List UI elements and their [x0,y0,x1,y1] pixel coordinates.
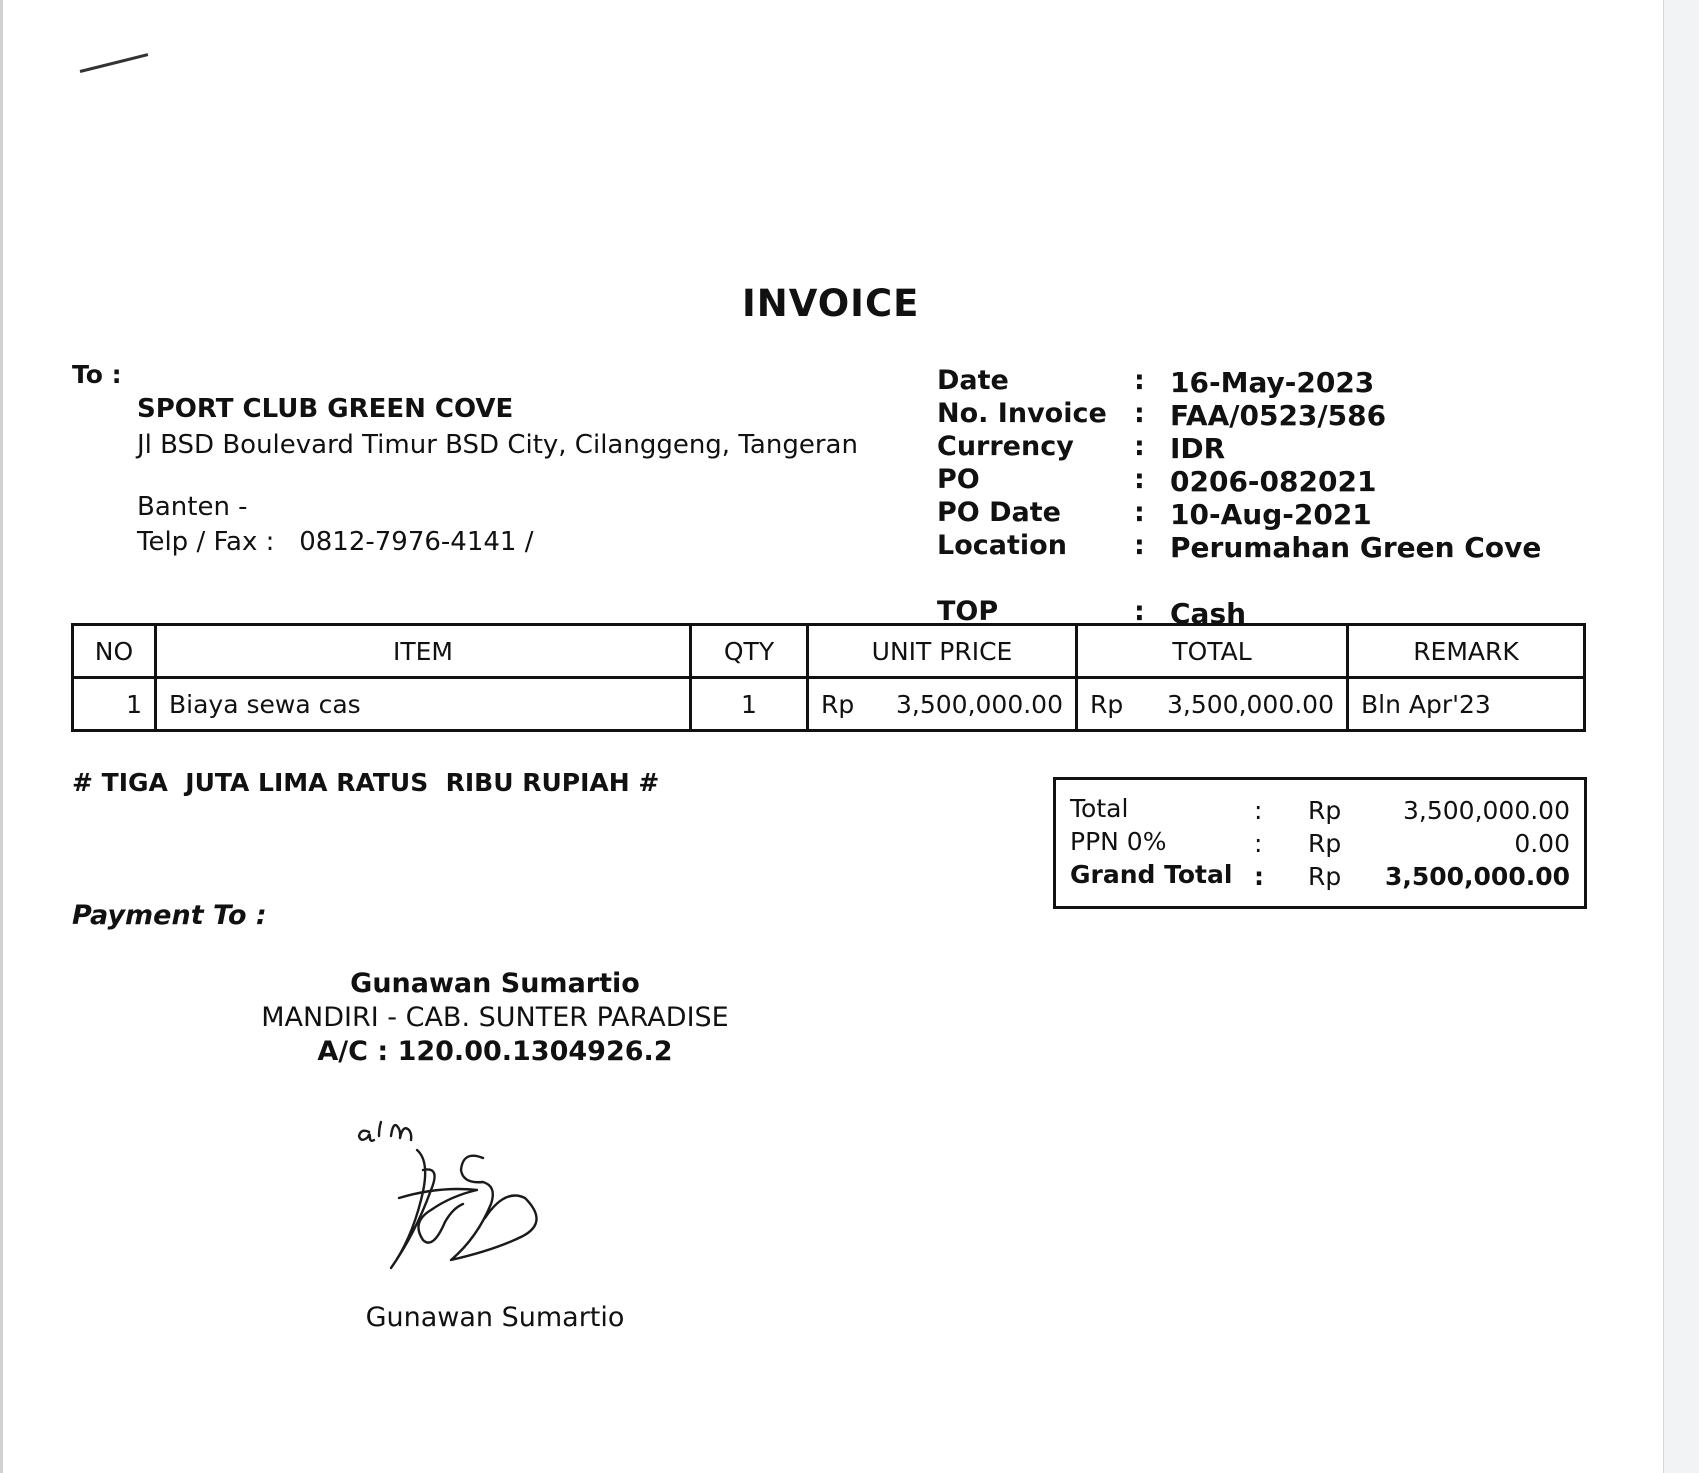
items-table [71,623,1586,732]
meta-po-date-label: PO Date [937,497,1061,528]
header-qty: QTY [691,625,808,678]
totals-total-label: Total [1070,794,1129,823]
totals-ppn-colon: : [1254,829,1263,858]
meta-location-value: Perumahan Green Cove [1170,531,1542,564]
meta-invoice-no-label: No. Invoice [937,398,1107,429]
meta-invoice-no-value: FAA/0523/586 [1170,399,1387,432]
meta-currency-colon: : [1134,431,1145,462]
header-item: ITEM [156,625,691,678]
row-total-cell [1077,678,1348,731]
totals-grand-value: 3,500,000.00 [1384,862,1570,891]
header-unit-price: UNIT PRICE [808,625,1077,678]
scan-right-edge [1664,0,1699,1473]
telp-label: Telp / Fax : [137,527,275,557]
scan-pen-mark [80,53,149,73]
meta-po-label: PO [937,464,980,495]
meta-po-value: 0206-082021 [1170,465,1377,498]
payment-account: A/C : 120.00.1304926.2 [317,1036,673,1067]
row-remark: Bln Apr'23 [1348,678,1585,731]
meta-currency-label: Currency [937,431,1074,462]
totals-ppn-value: 0.00 [1514,829,1570,858]
meta-po-colon: : [1134,464,1145,495]
invoice-title: INVOICE [742,282,920,325]
totals-total-value: 3,500,000.00 [1403,796,1570,825]
meta-date-value: 16-May-2023 [1170,366,1375,399]
totals-grand-currency: Rp [1308,862,1342,891]
to-label: To : [72,360,122,389]
payment-name: Gunawan Sumartio [350,968,640,999]
customer-name: SPORT CLUB GREEN COVE [137,394,514,424]
header-total: TOTAL [1077,625,1348,678]
meta-date-label: Date [937,365,1009,396]
meta-po-date-value: 10-Aug-2021 [1170,498,1372,531]
customer-address-line1: Jl BSD Boulevard Timur BSD City, Cilanggeng, Tangeran [137,430,858,460]
scan-left-edge [0,0,3,1473]
table-row [73,678,1585,731]
meta-currency-value: IDR [1170,432,1226,465]
amount-in-words: # TIGA JUTA LIMA RATUS RIBU RUPIAH # [72,768,660,797]
totals-ppn-label: PPN 0% [1070,827,1167,856]
items-table-header-row [73,625,1585,678]
meta-top-colon: : [1134,596,1145,627]
totals-box [1053,777,1587,909]
meta-date-colon: : [1134,365,1145,396]
meta-invoice-no-colon: : [1134,398,1145,429]
meta-location-label: Location [937,530,1067,561]
meta-top-label: TOP [937,596,999,627]
customer-address-line2: Banten - [137,492,248,522]
telp-value: 0812-7976-4141 / [299,527,534,557]
totals-total-colon: : [1254,796,1263,825]
row-total: 3,500,000.00 [1167,689,1334,719]
row-item: Biaya sewa cas [156,678,691,731]
row-unit-price-cell [808,678,1077,731]
row-total-currency: Rp [1090,689,1124,719]
header-remark: REMARK [1348,625,1585,678]
totals-grand-colon: : [1254,862,1264,891]
signer-name: Gunawan Sumartio [365,1302,625,1333]
row-unit-price-currency: Rp [821,689,855,719]
row-unit-price: 3,500,000.00 [896,689,1063,719]
totals-grand-label: Grand Total [1070,860,1233,889]
totals-ppn-currency: Rp [1308,829,1342,858]
customer-telp [137,527,533,557]
header-no: NO [73,625,156,678]
row-no: 1 [73,678,156,731]
payment-bank: MANDIRI - CAB. SUNTER PARADISE [261,1002,729,1033]
meta-location-colon: : [1134,530,1145,561]
meta-top-value: Cash [1170,597,1247,630]
totals-total-currency: Rp [1308,796,1342,825]
handwritten-signature [355,1110,595,1280]
row-qty: 1 [691,678,808,731]
meta-po-date-colon: : [1134,497,1145,528]
payment-to-label: Payment To : [72,900,267,931]
